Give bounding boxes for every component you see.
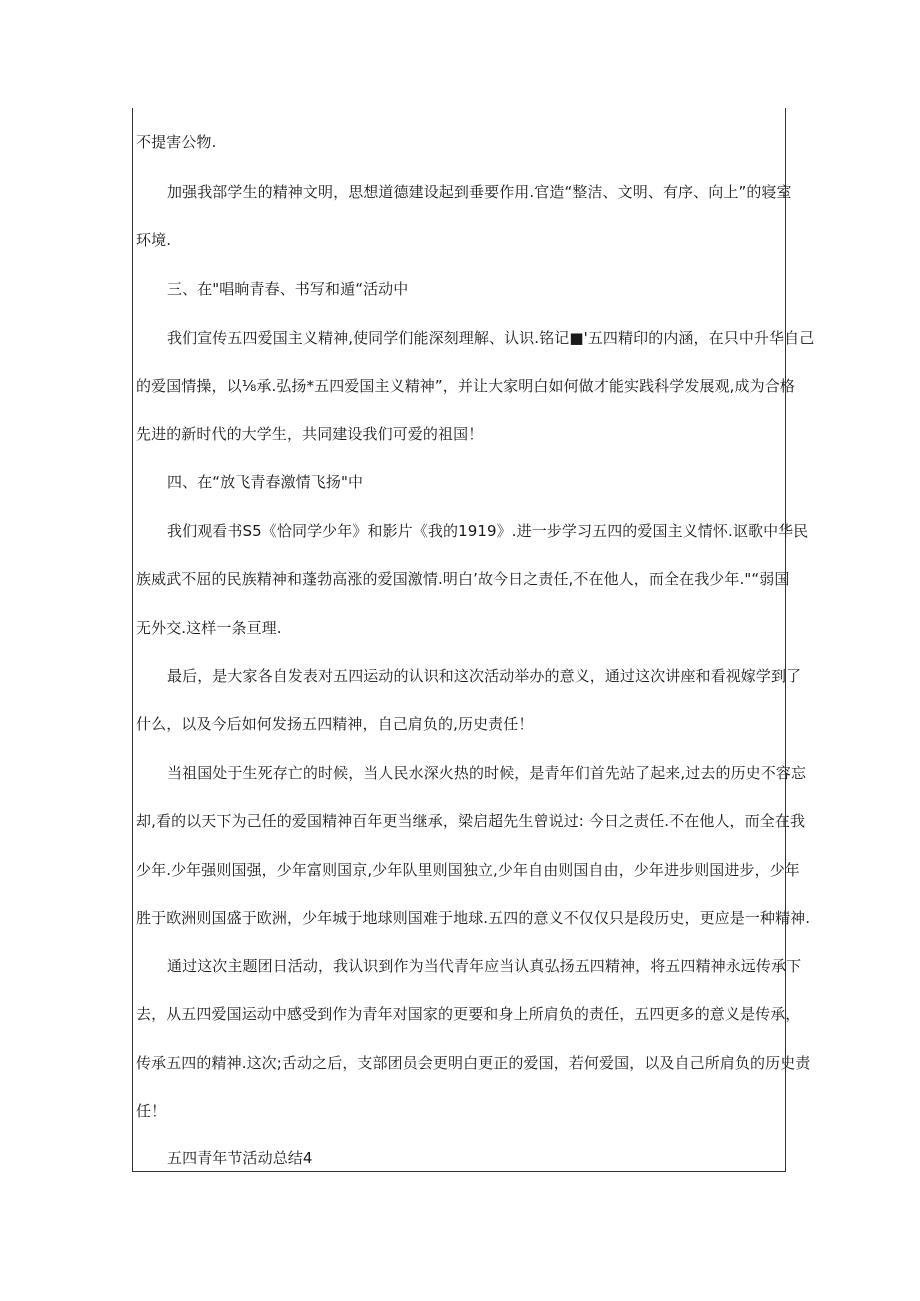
paragraph-line: 最后，是大家各自发表对五四运动的认识和这次活动举办的意义，通过这次讲座和看视嫁学到了 xyxy=(167,667,802,685)
section-title: 五四青年节活动总结4 xyxy=(167,1149,313,1167)
text-line: 胜于欧洲则国盛于欧洲，少年城于地球则国难于地球.五四的意义不仅仅只是段历史，更应是一种精神. xyxy=(136,909,811,927)
text-line: 无外交.这样一条亘理. xyxy=(136,619,282,637)
text-line: 的爱国情操，以⅛承.弘扬*五四爱国主义精神”，并让大家明白如何做才能实践科学发展观,成为合格 xyxy=(136,377,795,395)
paragraph-line: 我们观看书S5《恰同学少年》和影片《我的1919》.进一步学习五四的爱国主义情怀.讴歌中华民 xyxy=(167,522,809,540)
text-line: 少年.少年强则国强，少年富则国京,少年队里则国独立,少年自由则国自由，少年进步则国进步，少年 xyxy=(136,861,800,879)
text-line: 传承五四的精神.这次;舌动之后，支部团员会更明白更正的爱国，若何爱国，以及自己所肩负的历史责 xyxy=(136,1054,811,1072)
paragraph-line: 我们宣传五四爱国主义精神,使同学们能深刻理解、认识.铭记■'五四精印的内涵，在只中升华自己 xyxy=(167,329,815,347)
paragraph-line: 通过这次主题团日活动，我认识到作为当代青年应当认真弘扬五四精神，将五四精神永远传承下 xyxy=(167,957,802,975)
text-line: 环境. xyxy=(136,231,172,249)
text-line: 族威武不屈的民族精神和蓬勃高涨的爱国激情.明白’故今日之责任,不在他人，而全在我少年."“弱国 xyxy=(136,570,790,588)
paragraph-line: 当祖国处于生死存亡的时候，当人民水深火热的时候，是青年们首先站了起来,过去的历史不容忘 xyxy=(167,764,807,782)
text-line: 任！ xyxy=(136,1102,167,1120)
text-line: 先进的新时代的大学生，共同建设我们可爱的祖国！ xyxy=(136,425,484,443)
text-line: 去，从五四爱国运动中感受到作为青年对国家的更要和身上所肩负的责任，五四更多的意义是传承， xyxy=(136,1005,801,1023)
section-heading: 四、在“放飞青春激情飞扬"中 xyxy=(167,473,364,491)
section-heading: 三、在"唱晌青春、书写和遁“活动中 xyxy=(167,280,409,298)
text-line: 什么，以及今后如何发扬五四精神，自己肩负的,历史责任！ xyxy=(136,715,534,733)
page-frame xyxy=(132,108,815,1172)
text-line: 不提害公物. xyxy=(136,133,217,151)
text-line: 却,看的以天下为己任的爱国精神百年更当继承，梁启超先生曾说过: 今日之责任.不在他人，而全在我 xyxy=(136,812,806,830)
paragraph-line: 加强我部学生的精神文明，思想道德建设起到垂要作用.官造“整洁、文明、有序、向上”的寝室 xyxy=(167,183,792,201)
